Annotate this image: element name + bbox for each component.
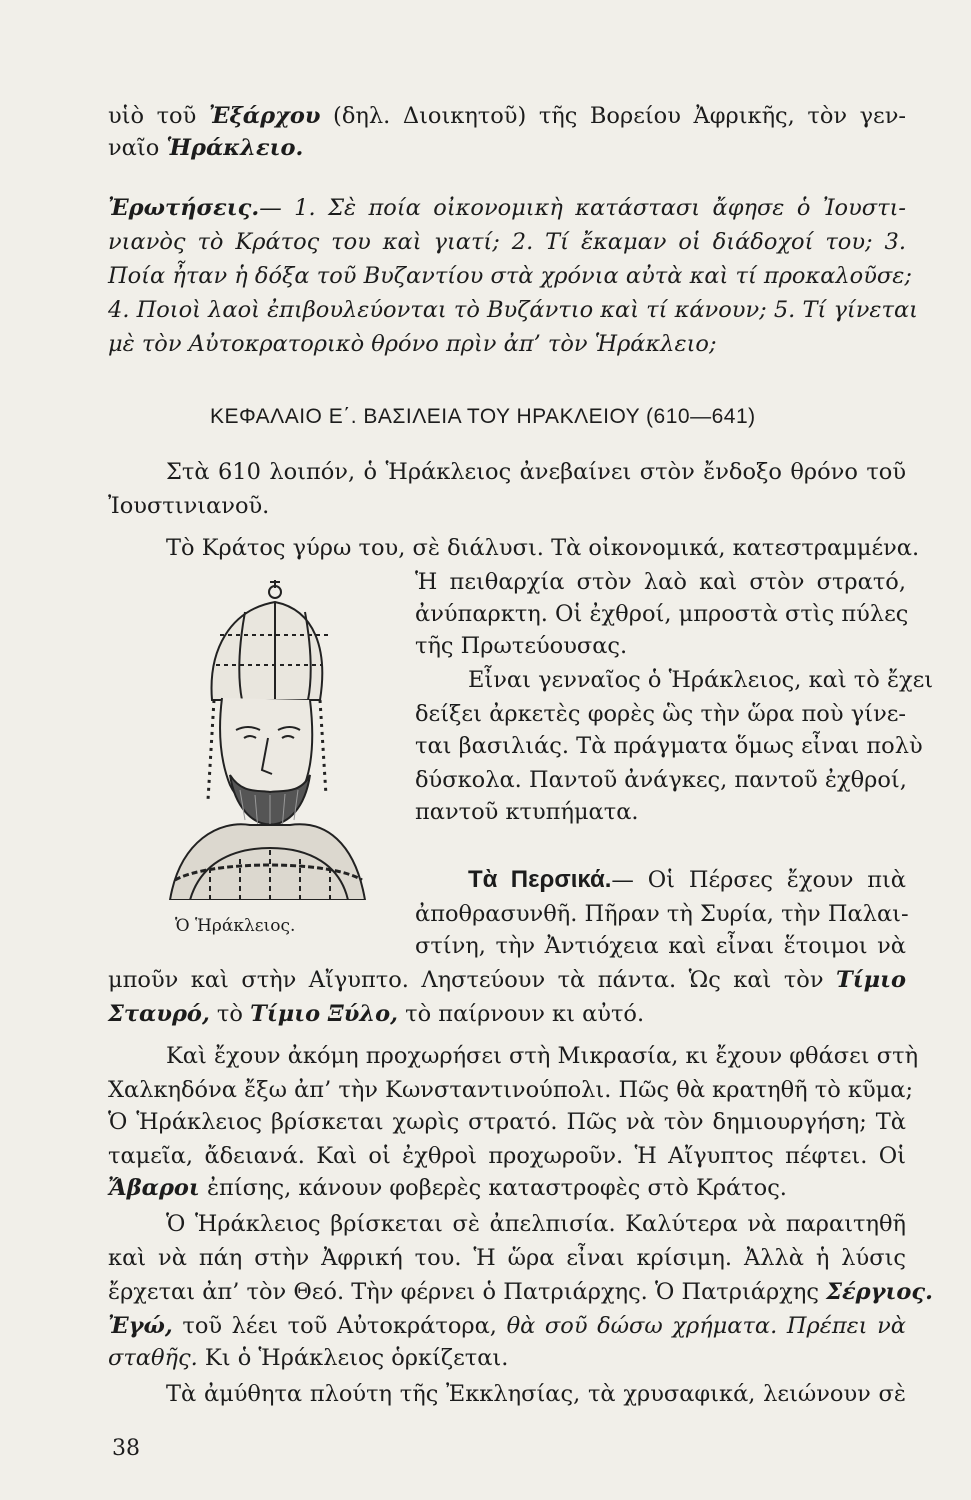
questions-line: 4. Ποιοὶ λαοὶ ἐπιβουλεύονται τὸ Βυζάντιο καὶ τί κάνουν; 5. Τί γίνεται bbox=[108, 297, 918, 323]
text-line: δύσκολα. Παντοῦ ἀνάγκες, παντοῦ ἐχθροί, bbox=[415, 767, 907, 793]
text-line: ται βασιλιάς. Τὰ πράγματα ὅμως εἶναι πολὺ bbox=[415, 733, 923, 759]
text-line: Ὁ Ἡράκλειος βρίσκεται χωρὶς στρατό. Πῶς νὰ τὸν δημιουργήση; Τὰ bbox=[108, 1109, 906, 1135]
text-line: Στὰ 610 λοιπόν, ὁ Ἡράκλειος ἀνεβαίνει στὸν ἔνδοξο θρόνο τοῦ bbox=[166, 459, 906, 485]
text-line: Ἡ πειθαρχία στὸν λαὸ καὶ στὸν στρατό, bbox=[415, 569, 906, 595]
text-line: Ἐγώ, τοῦ λέει τοῦ Αὐτοκράτορα, θὰ σοῦ δώσω χρήματα. Πρέπει νὰ bbox=[108, 1313, 906, 1339]
text-line: τῆς Πρωτεύουσας. bbox=[415, 633, 628, 659]
questions-label: Ἐρωτήσεις. bbox=[108, 195, 260, 221]
text-line: παντοῦ κτυπήματα. bbox=[415, 799, 639, 825]
text-line: Τὰ ἀμύθητα πλούτη τῆς Ἐκκλησίας, τὰ χρυσαφικά, λειώνουν σὲ bbox=[166, 1381, 906, 1407]
questions-line: Ἐρωτήσεις.— 1. Σὲ ποία οἰκονομικὴ κατάστασι ἄφησε ὁ Ἰουστι- bbox=[108, 195, 906, 221]
text-line: Σταυρό, τὸ Τίμιο Ξύλο, τὸ παίρνουν κι αὐτό. bbox=[108, 1001, 645, 1027]
page-number: 38 bbox=[112, 1436, 140, 1461]
text-line: ἔρχεται ἀπ’ τὸν Θεό. Τὴν φέρνει ὁ Πατριάρχης. Ὁ Πατριάρχης Σέργιος. bbox=[108, 1279, 933, 1305]
text-line: ναῖο Ἡράκλειο. bbox=[108, 135, 304, 161]
text-line: ἀνύπαρκτη. Οἱ ἐχθροί, μπροστὰ στὶς πύλες bbox=[415, 601, 909, 627]
text-line: Ὁ Ἡράκλειος βρίσκεται σὲ ἀπελπισία. Καλύτερα νὰ παραιτηθῆ bbox=[166, 1211, 906, 1237]
text-line: Τὸ Κράτος γύρω του, σὲ διάλυσι. Τὰ οἰκονομικά, κατεστραμμένα. bbox=[166, 535, 920, 561]
portrait-caption: Ὁ Ἡράκλειος. bbox=[175, 916, 296, 936]
text-line: στίνη, τὴν Ἀντιόχεια καὶ εἶναι ἕτοιμοι νὰ bbox=[415, 933, 906, 959]
questions-line: Ποία ἦταν ἡ δόξα τοῦ Βυζαντίου στὰ χρόνια αὐτὰ καὶ τί προκαλοῦσε; bbox=[108, 263, 912, 289]
text-line: Ἰουστινιανοῦ. bbox=[108, 493, 270, 519]
text-line: μποῦν καὶ στὴν Αἴγυπτο. Ληστεύουν τὰ πάντα. Ὡς καὶ τὸν Τίμιο bbox=[108, 967, 906, 993]
text-line: Χαλκηδόνα ἔξω ἀπ’ τὴν Κωνσταντινούπολι. Πῶς θὰ κρατηθῆ τὸ κῦμα; bbox=[108, 1077, 914, 1103]
text-line: Καὶ ἔχουν ἀκόμη προχωρήσει στὴ Μικρασία, κι ἔχουν φθάσει στὴ bbox=[166, 1043, 919, 1069]
text-line: ἀποθρασυνθῆ. Πῆραν τὴ Συρία, τὴν Παλαι- bbox=[415, 901, 909, 927]
questions-line: μὲ τὸν Αὐτοκρατορικὸ θρόνο πρὶν ἀπ’ τὸν Ἡράκλειο; bbox=[108, 331, 717, 357]
text-line: δείξει ἀρκετὲς φορὲς ὣς τὴν ὥρα ποὺ γίνε- bbox=[415, 701, 906, 727]
section-title: Τὰ Περσικά. bbox=[468, 866, 612, 893]
text-line: καὶ νὰ πάη στὴν Ἀφρική του. Ἡ ὥρα εἶναι κρίσιμη. Ἀλλὰ ἡ λύσις bbox=[108, 1245, 906, 1271]
text-line: ταμεῖα, ἄδειανά. Καὶ οἱ ἐχθροὶ προχωροῦν. Ἡ Αἴγυπτος πέφτει. Οἱ bbox=[108, 1143, 906, 1169]
text-line: Ἄβαροι ἐπίσης, κάνουν φοβερὲς καταστροφὲς στὸ Κράτος. bbox=[108, 1175, 787, 1201]
text-line: υἱὸ τοῦ Ἐξάρχου (δηλ. Διοικητοῦ) τῆς Βορείου Ἀφρικῆς, τὸν γεν- bbox=[108, 103, 906, 129]
text-line: Τὰ Περσικά.— Οἱ Πέρσες ἔχουν πιὰ bbox=[468, 866, 906, 893]
text-line: Εἶναι γενναῖος ὁ Ἡράκλειος, καὶ τὸ ἔχει bbox=[468, 667, 934, 693]
questions-line: νιανὸς τὸ Κράτος του καὶ γιατί; 2. Τί ἔκαμαν οἱ διάδοχοί του; 3. bbox=[108, 229, 906, 255]
chapter-heading: ΚΕΦΑΛΑΙΟ Ε΄. ΒΑΣΙΛΕΙΑ ΤΟΥ ΗΡΑΚΛΕΙΟΥ (610—641) bbox=[210, 405, 756, 428]
text-line: σταθῆς. Κι ὁ Ἡράκλειος ὁρκίζεται. bbox=[108, 1345, 509, 1371]
heraclius-portrait-image bbox=[150, 580, 372, 900]
